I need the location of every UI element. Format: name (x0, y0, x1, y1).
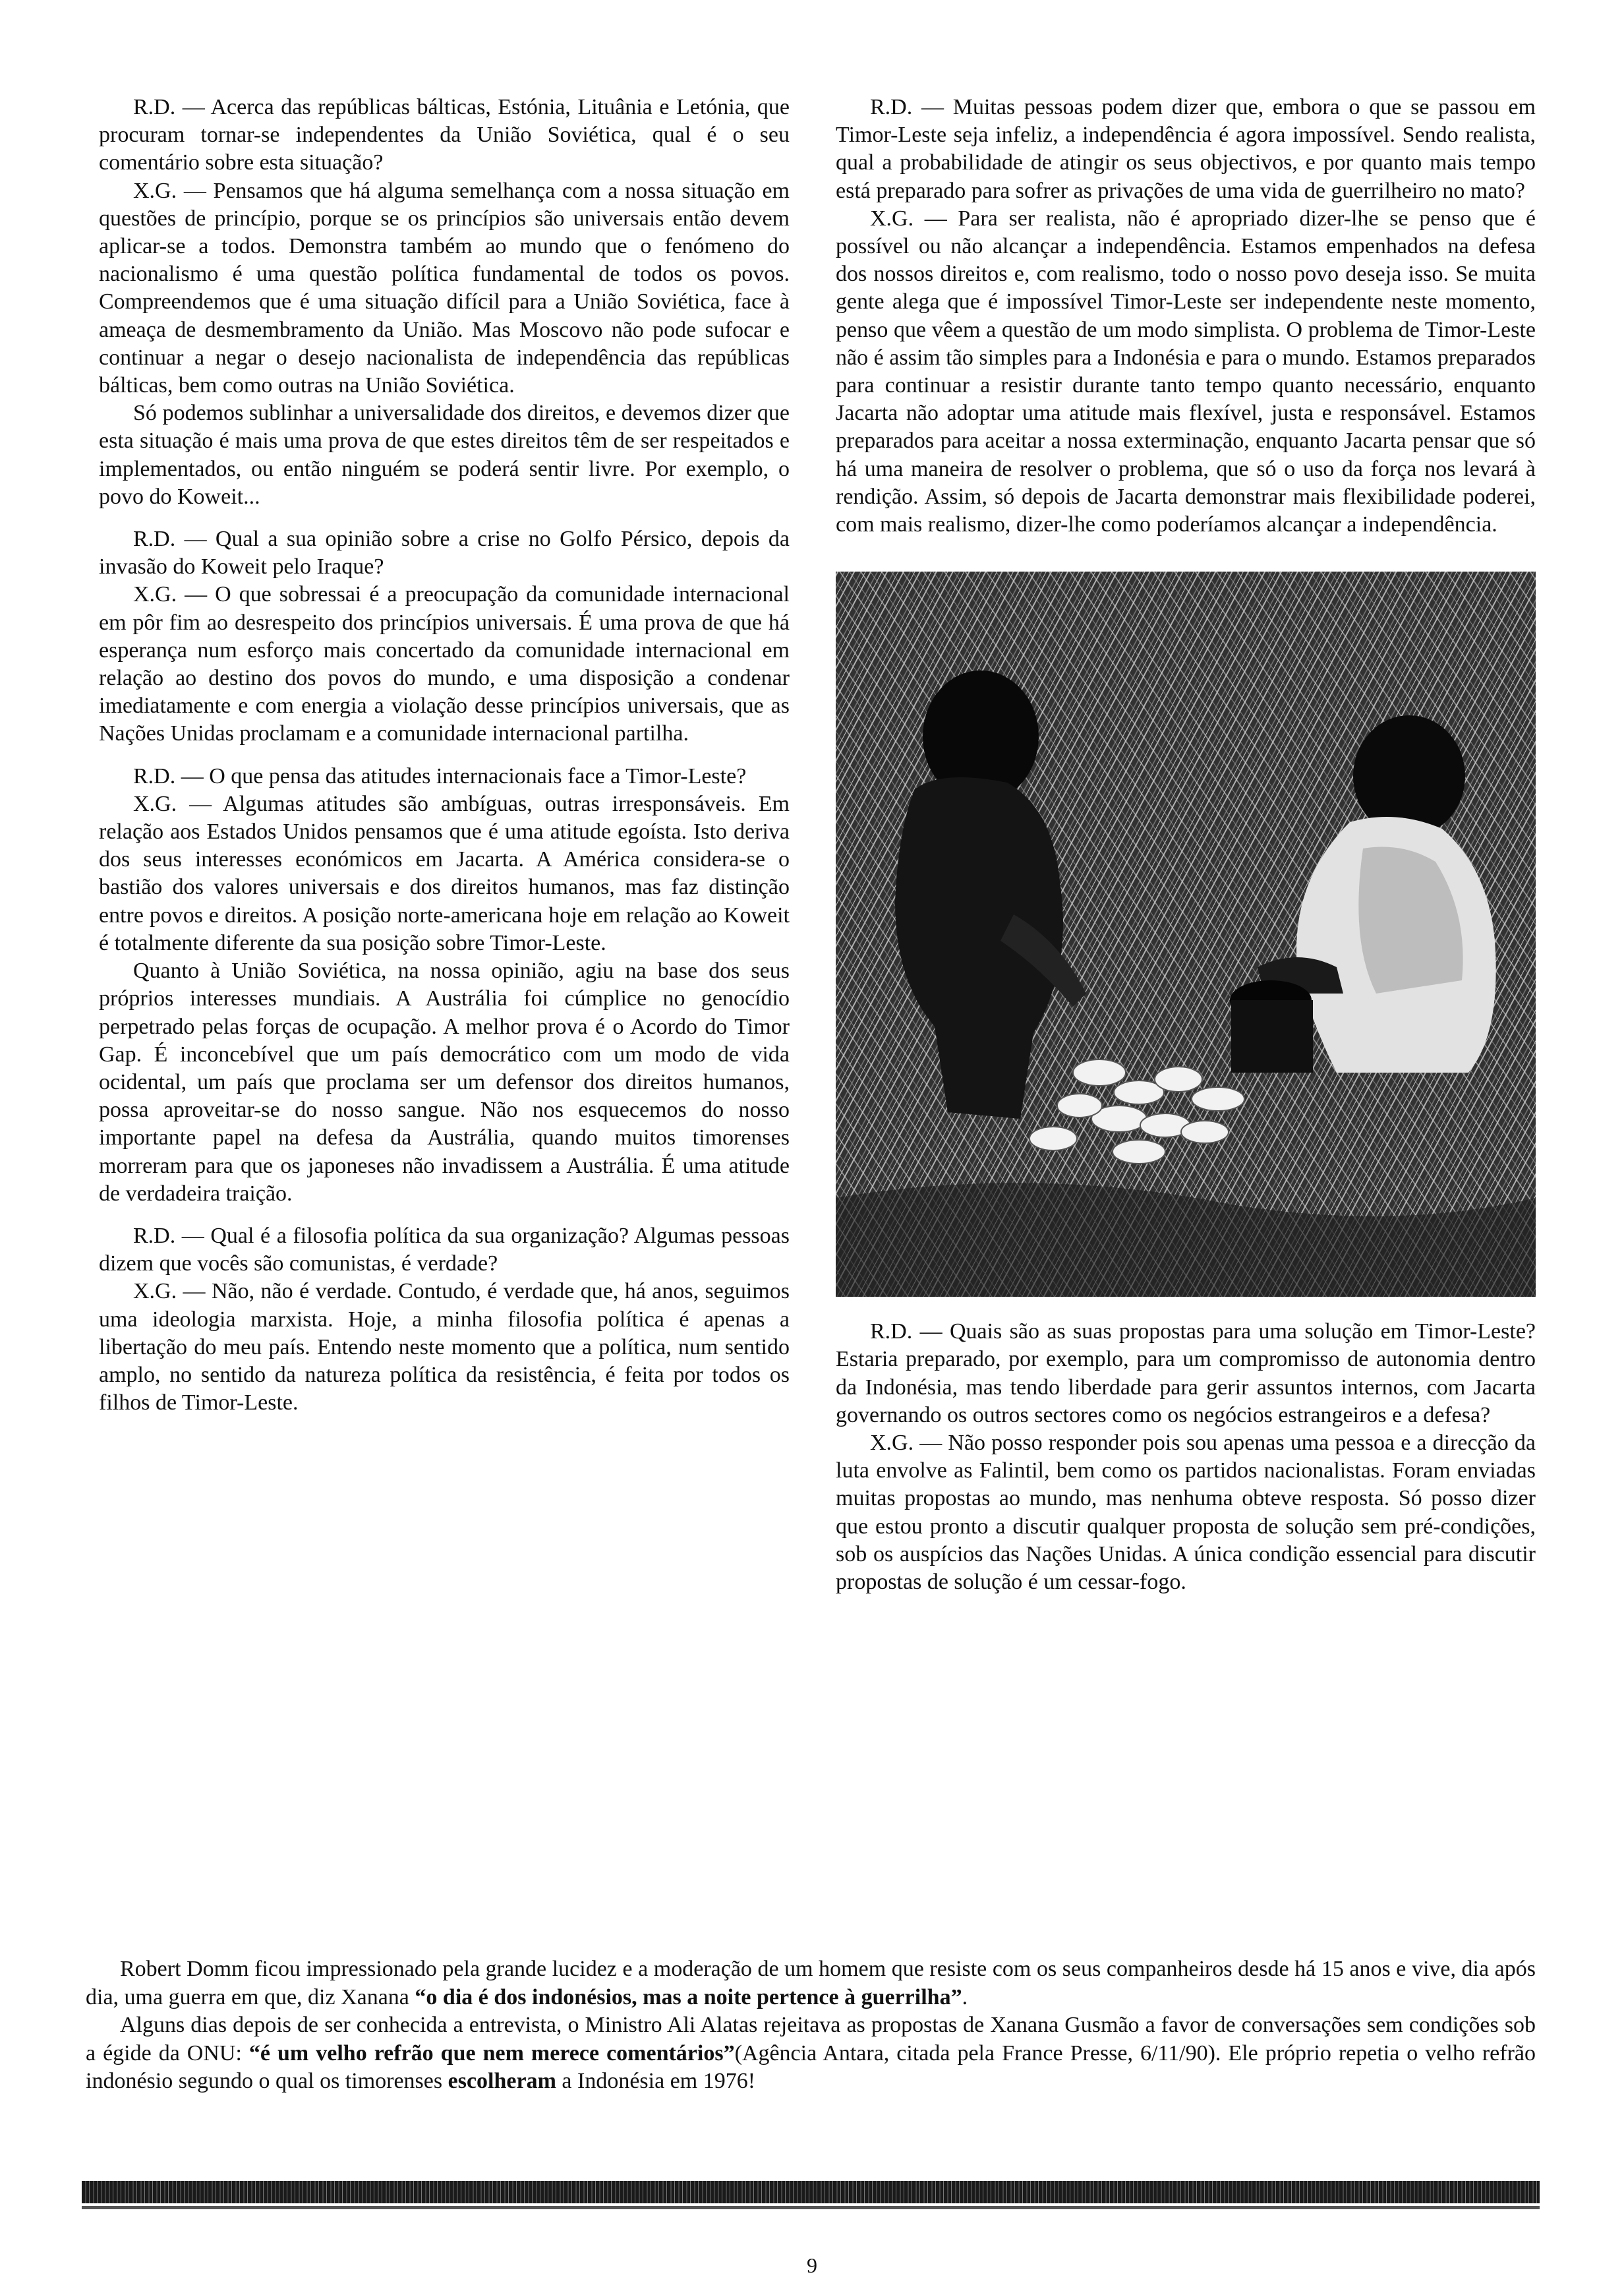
text-span: Alguns dias depois de ser conhecida a entrevista, o Ministro Ali Alatas rejeitava as propostas de Xanana Gusmão a favor de conversações sem condições sob a égide da ONU: (86, 2013, 1536, 2066)
paragraph: R.D. — Muitas pessoas podem dizer que, embora o que se passou em Timor-Leste seja infeliz, a independência é agora impossível. Sendo realista, qual a probabilidade de atingir os seus objectivos, e por quanto mais tempo está preparado para sofrer as privações de uma vida de guerrilheiro no mato? (836, 95, 1536, 203)
paragraph: R.D. — Qual é a filosofia política da sua organização? Algumas pessoas dizem que vocês são comunistas, é verdade? (99, 1223, 790, 1276)
paragraph: Só podemos sublinhar a universalidade dos direitos, e devemos dizer que esta situação é mais uma prova de que estes direitos têm de ser respeitados e implementados, ou então ninguém se poderá sentir livre. Por exemplo, o povo do Koweit... (99, 401, 790, 509)
paragraph: X.G. — Para ser realista, não é apropriado dizer-lhe se penso que é possível ou não alcançar a independência. Estamos empenhados na defesa dos nossos direitos e, com realismo, todo o nosso povo deseja isso. Se muita gente alega que é impossível Timor-Leste ser independente neste momento, penso que vêem a questão de um modo simplista. O problema de Timor-Leste não é assim tão simples para a Indonésia e para o mundo. Estamos preparados para continuar a resistir durante tanto tempo quanto necessário, enquanto Jacarta não adoptar uma atitude mais flexível, justa e responsável. Estamos preparados para aceitar a nossa exterminação, enquanto Jacarta pensar que só há uma maneira de resolver o problema, que só o uso da força nos levará à rendição. Assim, só depois de Jacarta demonstrar mais flexibilidade poderei, com mais realismo, dizer-lhe como poderíamos alcançar a independência. (836, 206, 1536, 537)
paragraph: Quanto à União Soviética, na nossa opinião, agiu na base dos seus próprios interesses mundiais. A Austrália foi cúmplice no genocídio perpetrado pelas forças de ocupação. A melhor prova é o Acordo do Timor Gap. É inconcebível que um país democrático com um modo de vida ocidental, um país que proclama ser um defensor dos direitos humanos, possa aproveitar-se do nosso sangue. Não nos esquecemos do nosso importante papel na defesa da Austrália, quando muitos timorenses morreram para que os japoneses não invadissem a Austrália. É uma atitude de verdadeira traição. (99, 959, 790, 1206)
paragraph: R.D. — Quais são as suas propostas para uma solução em Timor-Leste? Estaria preparado, por exemplo, para um compromisso de autonomia dentro da Indonésia, mas tendo liberdade para gerir assuntos internos, com Jacarta governando os outros sectores como os negócios estrangeiros e a defesa? (836, 1319, 1536, 1427)
quote-bold: “é um velho refrão que nem merece comentários” (248, 2040, 735, 2066)
paragraph: X.G. — Não posso responder pois sou apenas uma pessoa e a direcção da luta envolve as Falintil, bem como os partidos nacionalistas. Foram enviadas muitas propostas ao mundo, mas nenhuma obteve resposta. Só posso dizer que estou pronto a discutir qualquer proposta de solução sem pré-condições, sob os auspícios das Nações Unidas. A única condição essencial para discutir propostas de solução é um cessar-fogo. (836, 1431, 1536, 1595)
page-number: 9 (807, 2253, 817, 2277)
right-column (836, 94, 1536, 1596)
paragraph: X.G. — Pensamos que há alguma semelhança com a nossa situação em questões de princípio, porque se os princípios são universais então devem aplicar-se a todos. Demonstra também ao mundo que o fenómeno do nacionalismo é uma questão política fundamental de todos os povos. Compreendemos que é uma situação difícil para a União Soviética, face à ameaça de desmembramento da União. Mas Moscovo não pode sufocar e continuar a negar o desejo nacionalista de independência das repúblicas bálticas, bem como outras na União Soviética. (99, 178, 790, 398)
left-column (99, 94, 790, 1417)
text-span: . (962, 1984, 968, 2009)
photo-guerrillas-in-grass (836, 572, 1536, 1297)
photograph (836, 572, 1536, 1297)
paragraph: R.D. — Qual a sua opinião sobre a crise no Golfo Pérsico, depois da invasão do Koweit pelo Iraque? (99, 527, 790, 580)
emphasis-bold: escolheram (448, 2069, 556, 2093)
decorative-rule (82, 2181, 1540, 2203)
paragraph: X.G. — Não, não é verdade. Contudo, é verdade que, há anos, seguimos uma ideologia marxista. Hoje, a minha filosofia política é apenas a libertação do meu país. Entendo neste momento que a política, num sentido amplo, no sentido da natureza política da resistência, é feita por todos os filhos de Timor-Leste. (99, 1279, 790, 1415)
closing-section (86, 1955, 1536, 2096)
quote-bold: “o dia é dos indonésios, mas a noite pertence à guerrilha” (415, 1984, 962, 2009)
closing-paragraph (86, 1955, 1536, 2011)
closing-paragraph (86, 2011, 1536, 2096)
text-span: Robert Domm ficou impressionado pela grande lucidez e a moderação de um homem que resiste com os seus companheiros desde há 15 anos e vive, dia após dia, uma guerra em que, diz Xanana (86, 1957, 1536, 2009)
text-span: (Agência Antara, citada pela France Presse, 6/11/90). Ele próprio repetia o velho refrão indonésio segundo o qual os timorenses (86, 2040, 1536, 2093)
decorative-rule-thin (82, 2206, 1540, 2209)
paragraph: X.G. — Algumas atitudes são ambíguas, outras irresponsáveis. Em relação aos Estados Unidos pensamos que é uma atitude egoísta. Isto deriva dos seus interesses económicos em Jacarta. A América considera-se o bastião dos valores universais e dos direitos humanos, mas faz distinção entre povos e direitos. A posição norte-americana hoje em relação ao Koweit é totalmente diferente da sua posição sobre Timor-Leste. (99, 791, 790, 955)
text-span: a Indonésia em 1976! (556, 2069, 756, 2093)
paragraph: R.D. — Acerca das repúblicas bálticas, Estónia, Lituânia e Letónia, que procuram tornar-se independentes da União Soviética, qual é o seu comentário sobre esta situação? (99, 95, 790, 175)
paragraph: X.G. — O que sobressai é a preocupação da comunidade internacional em pôr fim ao desrespeito dos princípios universais. É uma prova de que há esperança num esforço mais concertado da comunidade internacional em relação ao destino dos povos do mundo, e uma disposição a condenar imediatamente e com energia a violação desse princípios universais, que as Nações Unidas proclamam e a comunidade internacional partilha. (99, 582, 790, 746)
paragraph: R.D. — O que pensa das atitudes internacionais face a Timor-Leste? (133, 763, 747, 788)
